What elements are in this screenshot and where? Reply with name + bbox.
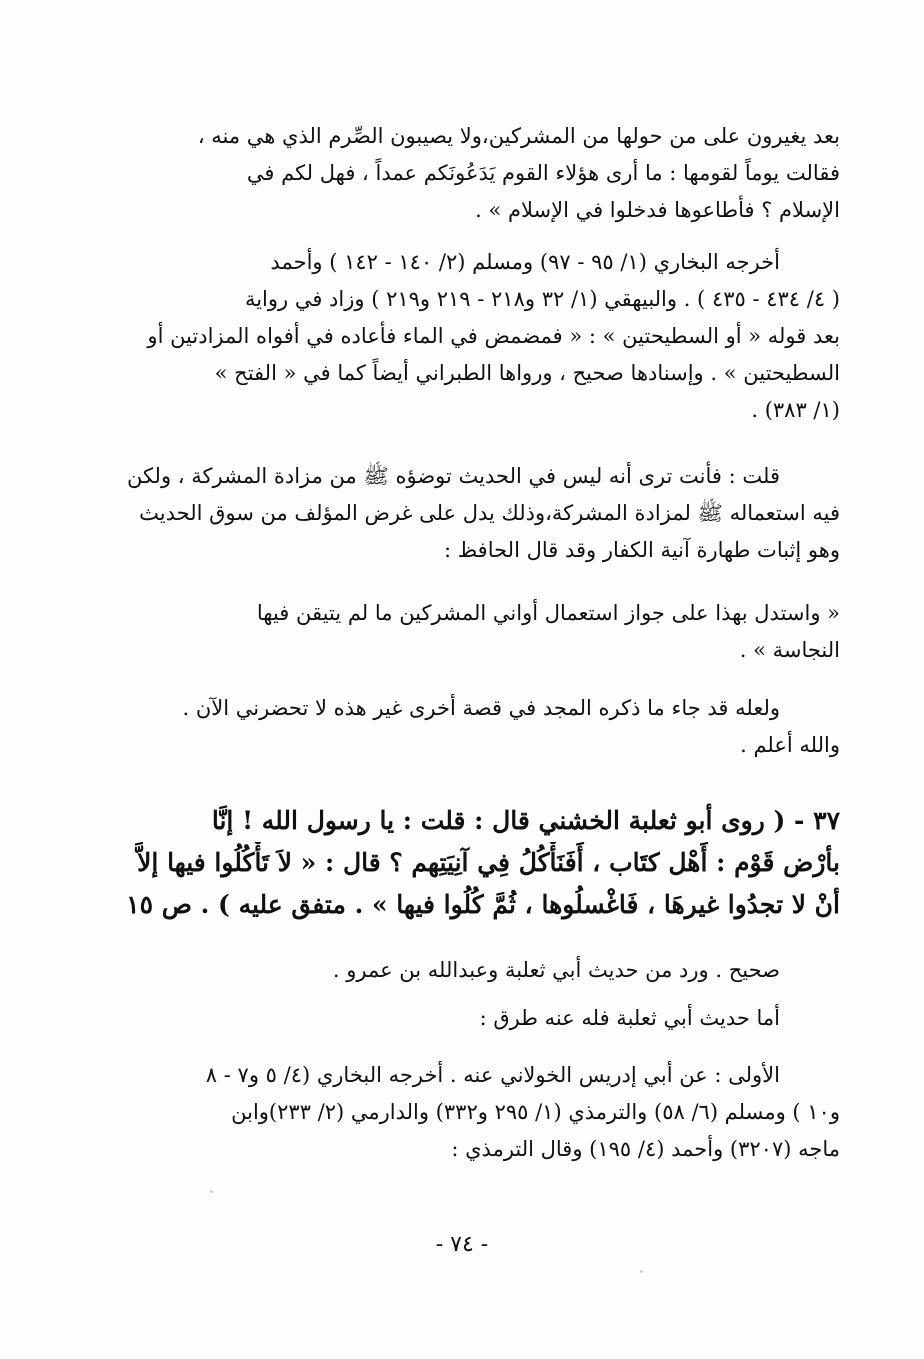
paragraph-comment [80, 458, 840, 495]
text-line: وهو إثبات طهارة آنية الكفار وقد قال الحافظ : [444, 538, 840, 562]
text-line: بعد يغيرون على من حولها من المشركين،ولا يصيبون الصِّرم الذي هي منه ، [197, 124, 840, 148]
text-line: فقالت يوماً لقومها : ما أرى هؤلاء القوم يَدَعُونَكم عمداً ، فهل لكم في [246, 161, 840, 185]
hadith-37 [80, 800, 840, 926]
text-line: صحيح . ورد من حديث أبي ثعلبة وعبدالله بن عمرو . [332, 958, 780, 982]
paragraph-takhrij [80, 244, 840, 281]
text-line: فيه استعماله ﷺ لمزادة المشركة،وذلك يدل على غرض المؤلف من سوق الحديث [139, 501, 840, 525]
text-line: الأولى : عن أبي إدريس الخولاني عنه . أخرجه البخاري (٤/ ٥ و٧ - ٨ [205, 1063, 780, 1087]
text-line: ( ٤/ ٤٣٤ - ٤٣٥ ) . والبيهقي (١/ ٣٢ و٢١٨ - ٢١٩ و٢١٩ ) وزاد في رواية [244, 287, 840, 311]
text-line: و١٠ ) ومسلم (٦/ ٥٨) والترمذي (١/ ٢٩٥ و٣٣٢) والدارمي (٢/ ٢٣٣)وابن [231, 1100, 840, 1124]
paragraph-note-cont [80, 727, 840, 764]
scan-speck [640, 1270, 643, 1273]
text-line: بعد قوله « أو السطيحتين » : « فمضمض في الماء فأعاده في أفواه المزادتين أو [147, 324, 840, 348]
paragraph-grading [80, 952, 840, 989]
paragraph-hadith-continuation [80, 118, 840, 229]
paragraph-note [80, 690, 840, 727]
scan-speck [210, 1190, 213, 1193]
text-line: أنْ لا تجدُوا غيرهَا ، فَاغْسلُوها ، ثُمَّ كُلُوا فيها » . متفق عليه ) . ص ١٥ [126, 890, 840, 919]
text-line: السطيحتين » . وإسنادها صحيح ، ورواها الطبراني أيضاً كما في « الفتح » [214, 361, 840, 385]
text-line: أما حديث أبي ثعلبة فله عنه طرق : [479, 1006, 780, 1030]
paragraph-hafiz-quote [80, 595, 840, 669]
text-line: ولعله قد جاء ما ذكره المجد في قصة أخرى غير هذه لا تحضرني الآن . [182, 696, 780, 720]
page-number: - ٧٤ - [435, 1232, 489, 1257]
text-line: الإسلام ؟ فأطاعوها فدخلوا في الإسلام » . [475, 198, 840, 222]
text-line: بأرْض قَوْم : أَهْل كتَاب ، أَفَنَأْكُلُ فِي آنِيَتِهم ؟ قال : « لاَ تَأْكُلُوا فيها إلاَّ [137, 848, 840, 877]
text-line: ٣٧ - ( روى أبو ثعلبة الخشني قال : قلت : يا رسول الله ! إنَّا [211, 806, 840, 835]
text-line: والله أعلم . [740, 733, 840, 757]
paragraph-first-route [80, 1057, 840, 1094]
paragraph-takhrij-cont [80, 281, 840, 429]
text-line: قلت : فأنت ترى أنه ليس في الحديث توضؤه ﷺ من مزادة المشركة ، ولكن [126, 464, 780, 488]
text-line: النجاسة » . [739, 638, 840, 662]
paragraph-comment-cont [80, 495, 840, 569]
text-line: « واستدل بهذا على جواز استعمال أواني المشركين ما لم يتيقن فيها [256, 601, 840, 625]
text-line: أخرجه البخاري (١/ ٩٥ - ٩٧) ومسلم (٢/ ١٤٠ - ١٤٢ ) وأحمد [270, 250, 780, 274]
text-line: (١/ ٣٨٣) . [751, 398, 840, 422]
paragraph-routes-intro [80, 1000, 840, 1037]
text-line: ماجه (٣٢٠٧) وأحمد (٤/ ١٩٥) وقال الترمذي : [451, 1137, 840, 1161]
paragraph-first-route-cont [80, 1094, 840, 1168]
